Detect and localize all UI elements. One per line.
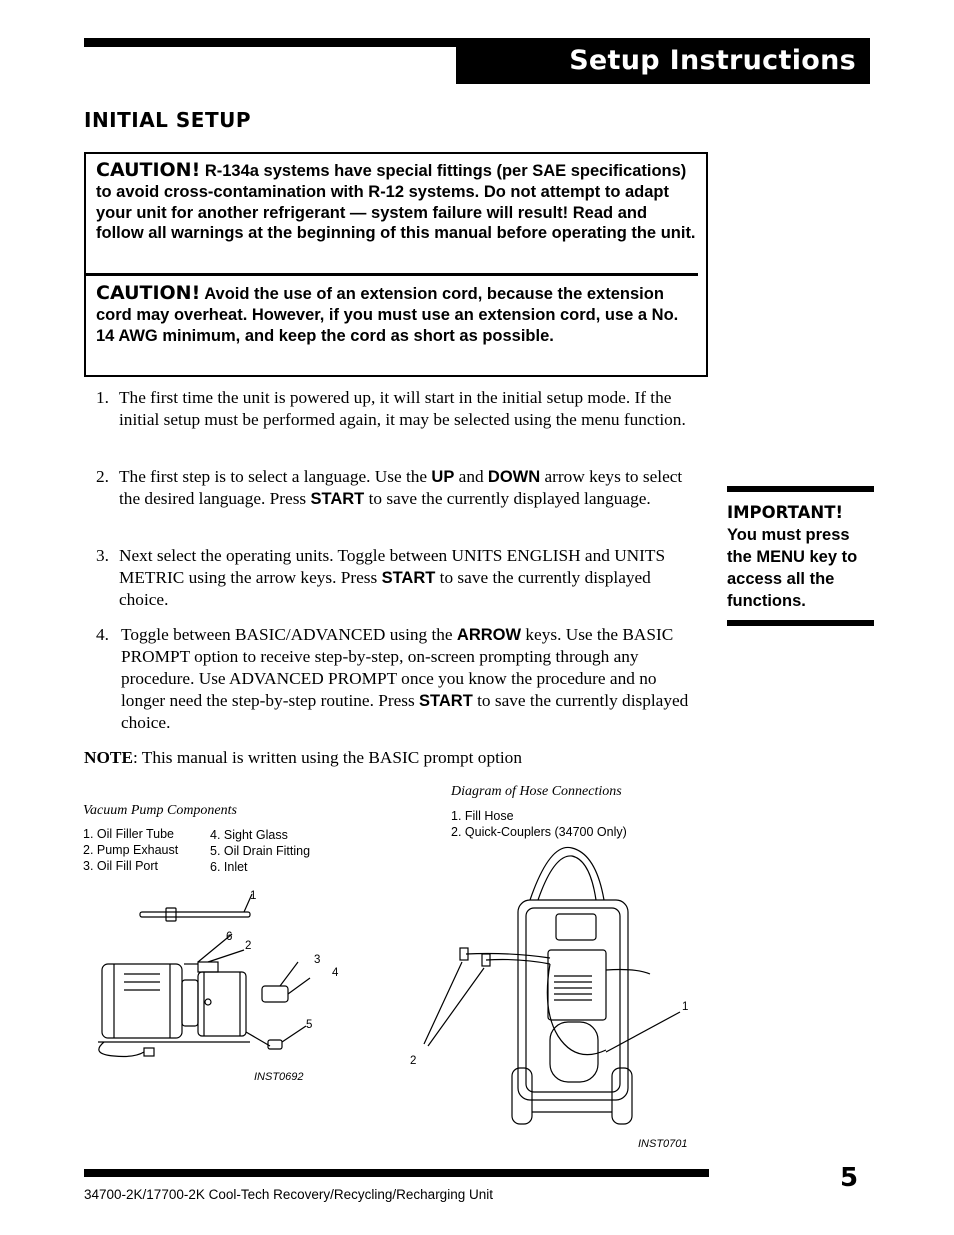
key-start: START [310, 490, 365, 508]
callout-1: 1 [682, 1001, 689, 1013]
step-number: 1. [96, 388, 109, 407]
sidebar-rule-bottom [727, 620, 874, 626]
callout-5: 5 [306, 1019, 313, 1031]
hose-connections-illustration [400, 840, 700, 1140]
footer-rule [84, 1169, 709, 1177]
legend-item: 4. Sight Glass [210, 828, 288, 842]
callout-3: 3 [314, 954, 321, 966]
legend-item: 1. Fill Hose [451, 809, 514, 823]
legend-item: 5. Oil Drain Fitting [210, 844, 311, 858]
key-down: DOWN [487, 468, 541, 486]
step-text: arrow keys to select the desired language. Press [119, 467, 683, 508]
section-title: INITIAL SETUP [84, 108, 251, 132]
step-3 [96, 545, 696, 611]
legend-item: 3. Oil Fill Port [83, 859, 159, 873]
caution-label: CAUTION! [96, 159, 201, 181]
step-number: 2. [96, 467, 109, 486]
note-label: NOTE [84, 748, 133, 767]
step-1 [96, 387, 696, 431]
step-number: 4. [96, 625, 109, 644]
vacuum-pump-figure-code: INST0692 [254, 1071, 304, 1083]
caution-extension-cord [96, 283, 696, 346]
step-text: Toggle between BASIC/ADVANCED using the [121, 625, 457, 644]
step-number: 3. [96, 546, 109, 565]
caution-text: Avoid the use of an extension cord, because the extension cord may overheat. However, if you must use an extension cord, use a No. 14 AWG minimum, and keep the cord as short as possible. [96, 285, 679, 345]
vacuum-pump-legend-right [210, 827, 310, 875]
key-start: START [381, 569, 436, 587]
caution-divider [86, 273, 698, 276]
hose-figure-code: INST0701 [638, 1138, 688, 1150]
caution-refrigerant [96, 160, 696, 244]
key-start: START [419, 692, 473, 710]
sidebar-rule-top [727, 486, 874, 492]
important-label: IMPORTANT! [727, 503, 843, 522]
legend-item: 6. Inlet [210, 860, 248, 874]
legend-item: 1. Oil Filler Tube [83, 827, 175, 841]
page-title: Setup Instructions [569, 45, 856, 76]
key-arrow: ARROW [456, 626, 522, 644]
important-text: You must press the MENU key to access all the functions. [727, 526, 858, 610]
vacuum-pump-legend-left [83, 826, 178, 874]
note [84, 747, 522, 769]
note-text: : This manual is written using the BASIC prompt option [132, 748, 522, 767]
legend-item: 2. Quick-Couplers (34700 Only) [451, 825, 627, 839]
page-number: 5 [840, 1163, 859, 1193]
caution-label: CAUTION! [96, 282, 201, 304]
footer-text: 34700-2K/17700-2K Cool-Tech Recovery/Recycling/Recharging Unit [84, 1187, 493, 1202]
step-text: to save the currently displayed choice. [119, 568, 651, 609]
legend-item: 2. Pump Exhaust [83, 843, 179, 857]
vacuum-pump-illustration [84, 882, 354, 1072]
callout-4: 4 [332, 967, 339, 979]
callout-6: 6 [226, 931, 233, 943]
step-4 [96, 624, 696, 734]
callout-2: 2 [410, 1055, 417, 1067]
step-2 [96, 466, 696, 510]
callout-2: 2 [245, 940, 252, 952]
step-text: The first step is to select a language. Use the [119, 467, 432, 486]
vacuum-pump-figure-title: Vacuum Pump Components [83, 803, 237, 818]
step-text: Next select the operating units. Toggle between UNITS ENGLISH and UNITS METRIC using the arrow keys. Press [119, 546, 666, 587]
hose-figure-title: Diagram of Hose Connections [451, 784, 622, 799]
step-text: and [454, 467, 488, 486]
step-text: to save the currently displayed choice. [121, 691, 689, 732]
key-up: UP [431, 468, 455, 486]
callout-1: 1 [250, 890, 257, 902]
step-text: to save the currently displayed language. [364, 489, 651, 508]
caution-text: R-134a systems have special fittings (per SAE specifications) to avoid cross-contamination with R-12 systems. Do not attempt to adapt your unit for another refrigerant — system failure will result! Read and follow all warnings at the beginning of this manual before operating the unit. [96, 162, 696, 243]
step-text: keys. Use the BASIC PROMPT option to receive step-by-step, on-screen prompting through any procedure. Use ADVANCED PROMPT once you know the procedure and no longer need the step-by-step routine. Press [121, 625, 674, 710]
hose-legend [451, 808, 627, 840]
step-text: The first time the unit is powered up, it will start in the initial setup mode. If the initial setup must be performed again, it may be selected using the menu function. [119, 388, 686, 429]
